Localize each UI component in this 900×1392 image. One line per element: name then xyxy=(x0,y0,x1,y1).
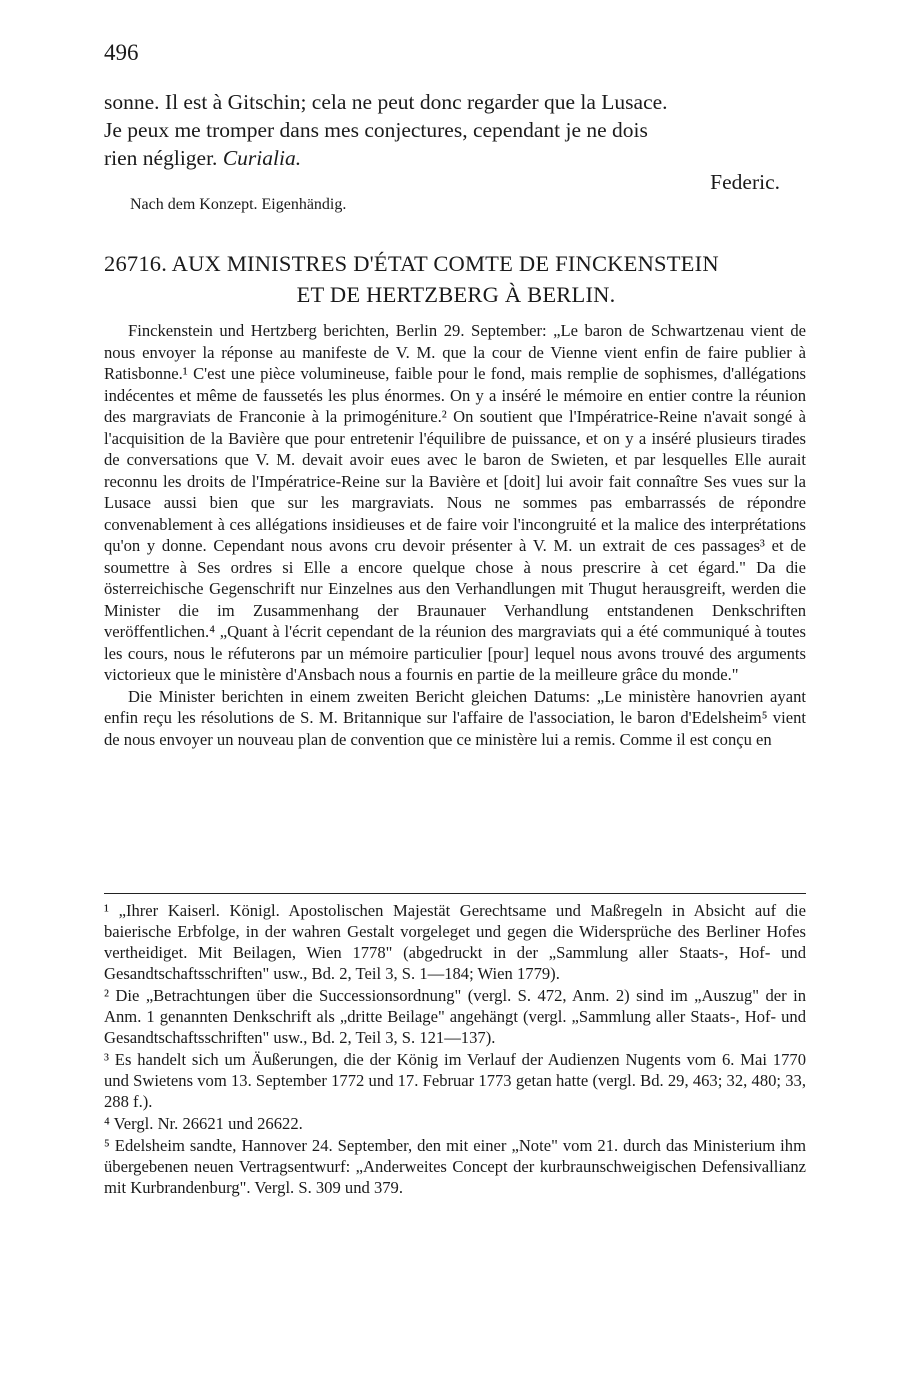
text-segment: rien négliger. xyxy=(104,146,218,170)
summary-paragraph-1: Finckenstein und Hertzberg berichten, Berlin 29. September: „Le baron de Schwartzenau vient de nous envoyer la réponse au manifeste de V. M. que la cour de Vienne vient enfin de faire publier à Ratisbonne.¹ C'est une pièce volumineuse, faible pour le fond, mais remplie de sophismes, d'allégations indécentes et même de faussetés les plus énormes. On y a inséré le mémoire en entier contre la réunion des margraviats de Franconie à la primogéniture.² On soutient que l'Impératrice-Reine n'avait songé à l'acquisition de la Bavière que pour entretenir l'équilibre de puissance, et on y a inséré plusieurs tirades de conversations que V. M. devait avoir eues avec le baron de Swieten, et par lesquelles Elle aurait reconnu les droits de l'Impératrice-Reine sur la Bavière et [doit] lui avoir fait connaître Ses vues sur la Lusace aussi bien que sur les margraviats. Nous ne sommes pas embarrassés de répondre convenablement à ces allégations insidieuses et de faire voir l'incongruité et la malice des interprétations qu'on y donne. Cependant nous avons cru devoir présenter à V. M. un extrait de ces passages³ et de soumettre à Ses ordres si Elle a encore quelque chose à nous prescrire à cet égard." Da die österreichische Gegenschrift nur Einzelnes aus den Verhandlungen mit Thugut herausgreift, werden die Minister die im Zusammenhang der Braunauer Verhandlung entstandenen Denkschriften veröffentlichen.⁴ „Quant à l'écrit cependant de la réunion des margraviats qui a été communiqué à toutes les cours, nous le réfuterons par un mémoire particulier [pour] lequel nous avons trouvé des arguments victorieux que le ministère d'Ansbach nous a fournis en partie de la meilleure grâce du monde." xyxy=(104,321,806,684)
text-line xyxy=(104,144,806,172)
footnote-rule xyxy=(104,893,806,894)
footnote-2: ² Die „Betrachtungen über die Successionsordnung" (vergl. S. 472, Anm. 2) sind im „Auszug" der in Anm. 1 genannten Denkschrift als „dritte Beilage" angehängt (vergl. „Sammlung aller Staats-, Hof- und Gesandtschaftsschriften" usw., Bd. 2, Teil 3, S. 121—137). xyxy=(104,986,806,1047)
signature: Federic. xyxy=(710,170,780,194)
summary-paragraph-2: Die Minister berichten in einem zweiten Bericht gleichen Datums: „Le ministère hanovrien ayant enfin reçu les résolutions de S. M. Britannique sur l'affaire de l'association, le baron d'Edelsheim⁵ vient de nous envoyer un nouveau plan de convention que ce ministère lui a remis. Comme il est conçu en xyxy=(104,686,806,749)
source-note: Nach dem Konzept. Eigenhändig. xyxy=(130,196,347,213)
page-number: 496 xyxy=(104,40,139,65)
footnotes xyxy=(104,900,806,1199)
footnote-4: ⁴ Vergl. Nr. 26621 und 26622. xyxy=(104,1114,303,1133)
report-summary xyxy=(104,320,806,750)
heading-line-1: 26716. AUX MINISTRES D'ÉTAT COMTE DE FINCKENSTEIN xyxy=(104,251,719,276)
text-line: Je peux me tromper dans mes conjectures, cependant je ne dois xyxy=(104,118,648,142)
text-line: sonne. Il est à Gitschin; cela ne peut donc regarder que la Lusace. xyxy=(104,90,668,114)
heading-line-2: ET DE HERTZBERG À BERLIN. xyxy=(296,282,616,307)
footnote-1: ¹ „Ihrer Kaiserl. Königl. Apostolischen Majestät Gerechtsame und Maßregeln in Absicht auf die baierische Erbfolge, in der wahren Gestalt vorgeleget und gegen die Widersprüche des Berliner Hofes vertheidiget. Mit Beilagen, Wien 1778" (abgedruckt in der „Sammlung aller Staats-, Hof- und Gesandtschaftsschriften" usw., Bd. 2, Teil 3, S. 1—184; Wien 1779). xyxy=(104,901,806,983)
italic-word: Curialia. xyxy=(222,146,302,170)
letter-continuation xyxy=(104,88,806,172)
document-heading xyxy=(104,248,808,310)
footnote-5: ⁵ Edelsheim sandte, Hannover 24. September, den mit einer „Note" vom 21. durch das Ministerium ihm übergebenen neuen Vertragsentwurf: „Anderweites Concept der kurbraunschweigischen Defensivallianz mit Kurbrandenburg". Vergl. S. 309 und 379. xyxy=(104,1136,806,1197)
footnote-3: ³ Es handelt sich um Äußerungen, die der König im Verlauf der Audienzen Nugents vom 6. Mai 1770 und Swietens vom 13. September 1772 und 17. Februar 1773 getan hatte (vergl. Bd. 29, 463; 32, 480; 33, 288 f.). xyxy=(104,1050,806,1111)
